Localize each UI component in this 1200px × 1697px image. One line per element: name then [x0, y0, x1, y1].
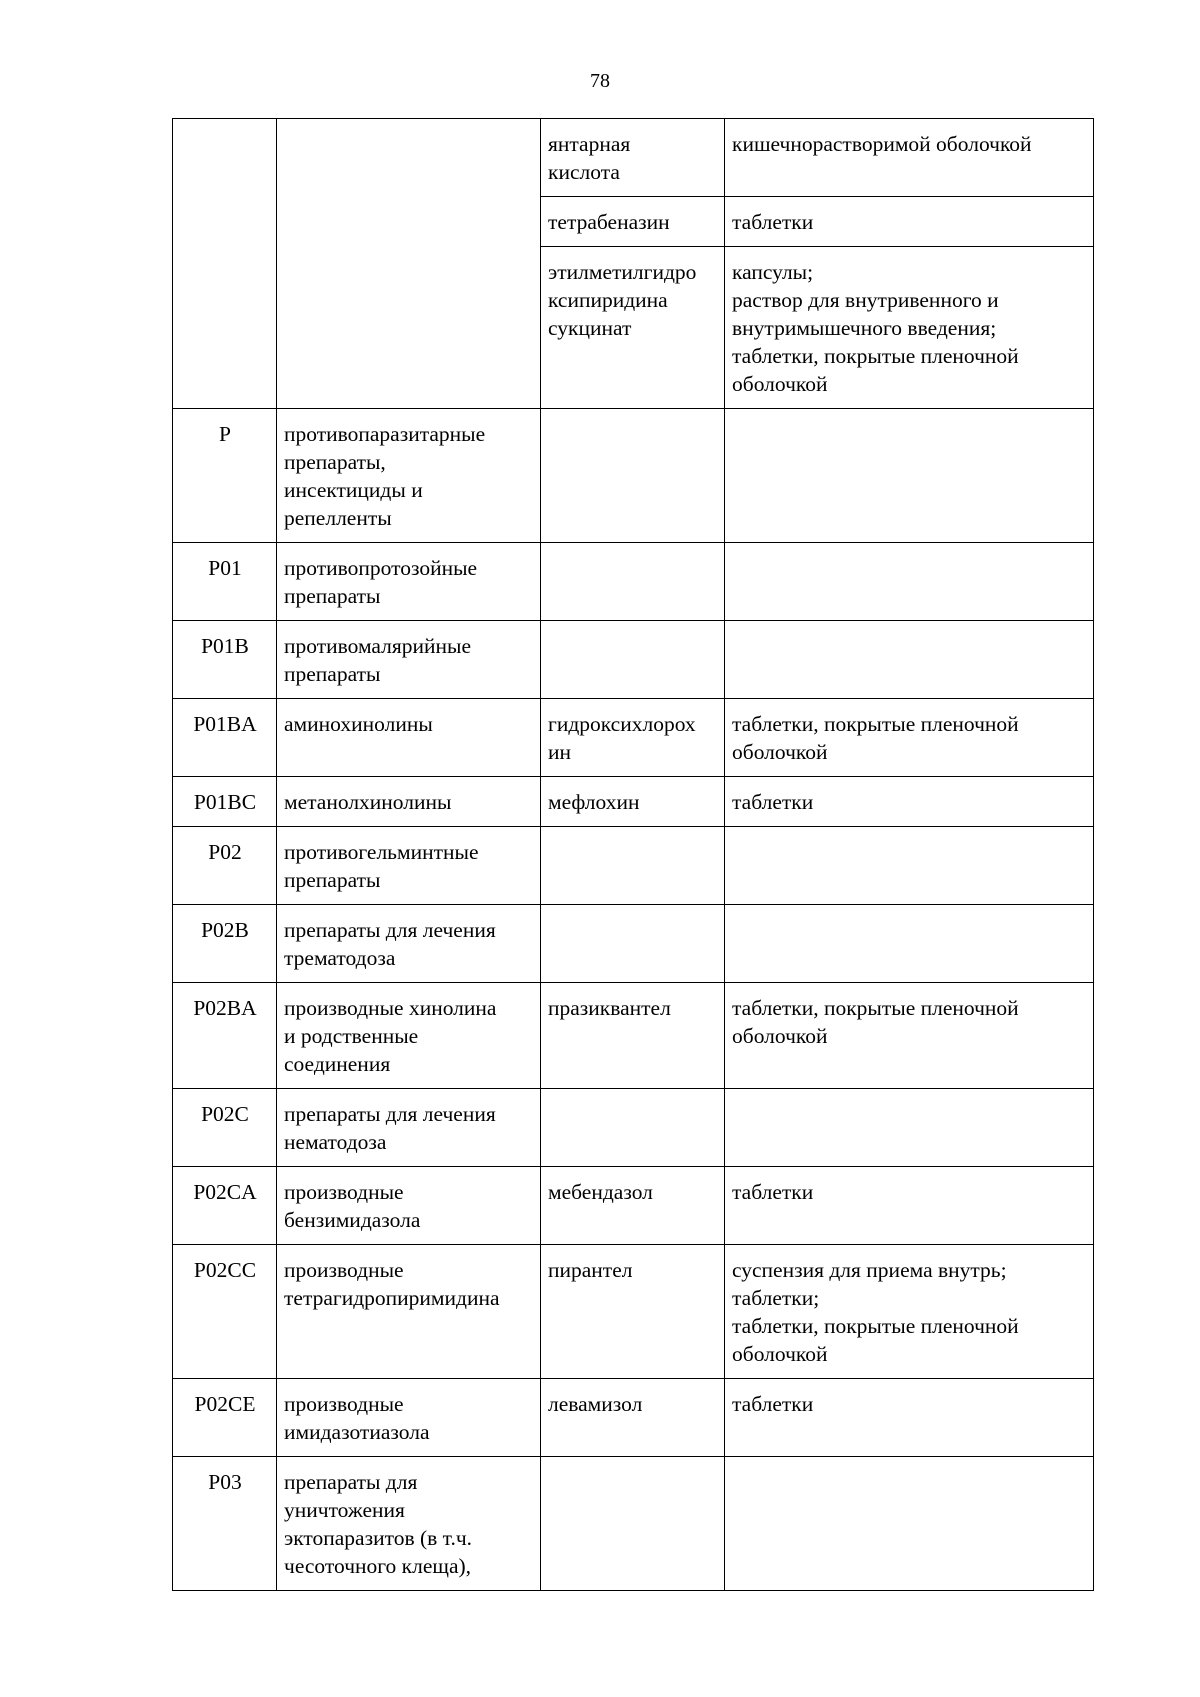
- inn-cell: тетрабеназин: [541, 197, 725, 247]
- table-row: [173, 1457, 1094, 1591]
- atc-code-cell: P01BA: [173, 699, 277, 777]
- group-name-cell: метанолхинолины: [277, 777, 541, 827]
- inn-cell: празиквантел: [541, 983, 725, 1089]
- atc-code-cell: P02: [173, 827, 277, 905]
- group-name-cell: препараты для лечения трематодоза: [277, 905, 541, 983]
- dosage-forms-cell: [725, 543, 1094, 621]
- atc-code-cell: P01B: [173, 621, 277, 699]
- atc-code-cell: P01BC: [173, 777, 277, 827]
- atc-code-cell: P: [173, 409, 277, 543]
- atc-code-cell: P02CE: [173, 1379, 277, 1457]
- dosage-forms-cell: таблетки: [725, 1379, 1094, 1457]
- group-name-cell: препараты для уничтожения эктопаразитов (в т.ч. чесоточного клеща),: [277, 1457, 541, 1591]
- dosage-forms-cell: суспензия для приема внутрь; таблетки; таблетки, покрытые пленочной оболочкой: [725, 1245, 1094, 1379]
- dosage-forms-cell: [725, 621, 1094, 699]
- group-name-cell: противомалярийные препараты: [277, 621, 541, 699]
- atc-code-cell: P03: [173, 1457, 277, 1591]
- inn-cell: [541, 621, 725, 699]
- inn-cell: гидроксихлорох ин: [541, 699, 725, 777]
- inn-cell: [541, 905, 725, 983]
- atc-code-cell: P02B: [173, 905, 277, 983]
- dosage-forms-cell: капсулы; раствор для внутривенного и внутримышечного введения; таблетки, покрытые пленочной оболочкой: [725, 247, 1094, 409]
- table-row: [173, 905, 1094, 983]
- table-row: [173, 409, 1094, 543]
- dosage-forms-cell: [725, 905, 1094, 983]
- table-row: [173, 777, 1094, 827]
- dosage-forms-cell: [725, 409, 1094, 543]
- group-name-cell: противопаразитарные препараты, инсектициды и репелленты: [277, 409, 541, 543]
- atc-code-cell: P01: [173, 543, 277, 621]
- dosage-forms-cell: таблетки, покрытые пленочной оболочкой: [725, 983, 1094, 1089]
- group-name-cell: противогельминтные препараты: [277, 827, 541, 905]
- dosage-forms-cell: таблетки, покрытые пленочной оболочкой: [725, 699, 1094, 777]
- group-name-cell: аминохинолины: [277, 699, 541, 777]
- table-row: [173, 1089, 1094, 1167]
- table-row: [173, 1245, 1094, 1379]
- inn-cell: этилметилгидро ксипиридина сукцинат: [541, 247, 725, 409]
- group-name-cell: производные хинолина и родственные соединения: [277, 983, 541, 1089]
- atc-code-cell: P02BA: [173, 983, 277, 1089]
- dosage-forms-cell: [725, 1089, 1094, 1167]
- page-number: 78: [590, 70, 610, 92]
- dosage-forms-cell: [725, 1457, 1094, 1591]
- group-name-cell: производные имидазотиазола: [277, 1379, 541, 1457]
- table-row: [173, 1379, 1094, 1457]
- inn-cell: мефлохин: [541, 777, 725, 827]
- dosage-forms-cell: таблетки: [725, 1167, 1094, 1245]
- group-name-cell: [277, 119, 541, 409]
- atc-code-cell: P02CC: [173, 1245, 277, 1379]
- inn-cell: пирантел: [541, 1245, 725, 1379]
- group-name-cell: производные бензимидазола: [277, 1167, 541, 1245]
- group-name-cell: противопротозойные препараты: [277, 543, 541, 621]
- dosage-forms-cell: [725, 827, 1094, 905]
- inn-cell: [541, 1457, 725, 1591]
- dosage-forms-cell: таблетки: [725, 197, 1094, 247]
- table-row: [173, 1167, 1094, 1245]
- inn-cell: левамизол: [541, 1379, 725, 1457]
- table-row: [173, 621, 1094, 699]
- inn-cell: янтарная кислота: [541, 119, 725, 197]
- atc-code-cell: [173, 119, 277, 409]
- table-row: [173, 983, 1094, 1089]
- table-row: [173, 119, 1094, 197]
- dosage-forms-cell: таблетки: [725, 777, 1094, 827]
- inn-cell: [541, 543, 725, 621]
- inn-cell: [541, 409, 725, 543]
- atc-code-cell: P02CA: [173, 1167, 277, 1245]
- dosage-forms-cell: кишечнорастворимой оболочкой: [725, 119, 1094, 197]
- inn-cell: мебендазол: [541, 1167, 725, 1245]
- group-name-cell: производные тетрагидропиримидина: [277, 1245, 541, 1379]
- table-row: [173, 543, 1094, 621]
- table-row: [173, 699, 1094, 777]
- table-row: [173, 827, 1094, 905]
- inn-cell: [541, 1089, 725, 1167]
- group-name-cell: препараты для лечения нематодоза: [277, 1089, 541, 1167]
- inn-cell: [541, 827, 725, 905]
- atc-code-cell: P02C: [173, 1089, 277, 1167]
- drug-table: [172, 118, 1094, 1591]
